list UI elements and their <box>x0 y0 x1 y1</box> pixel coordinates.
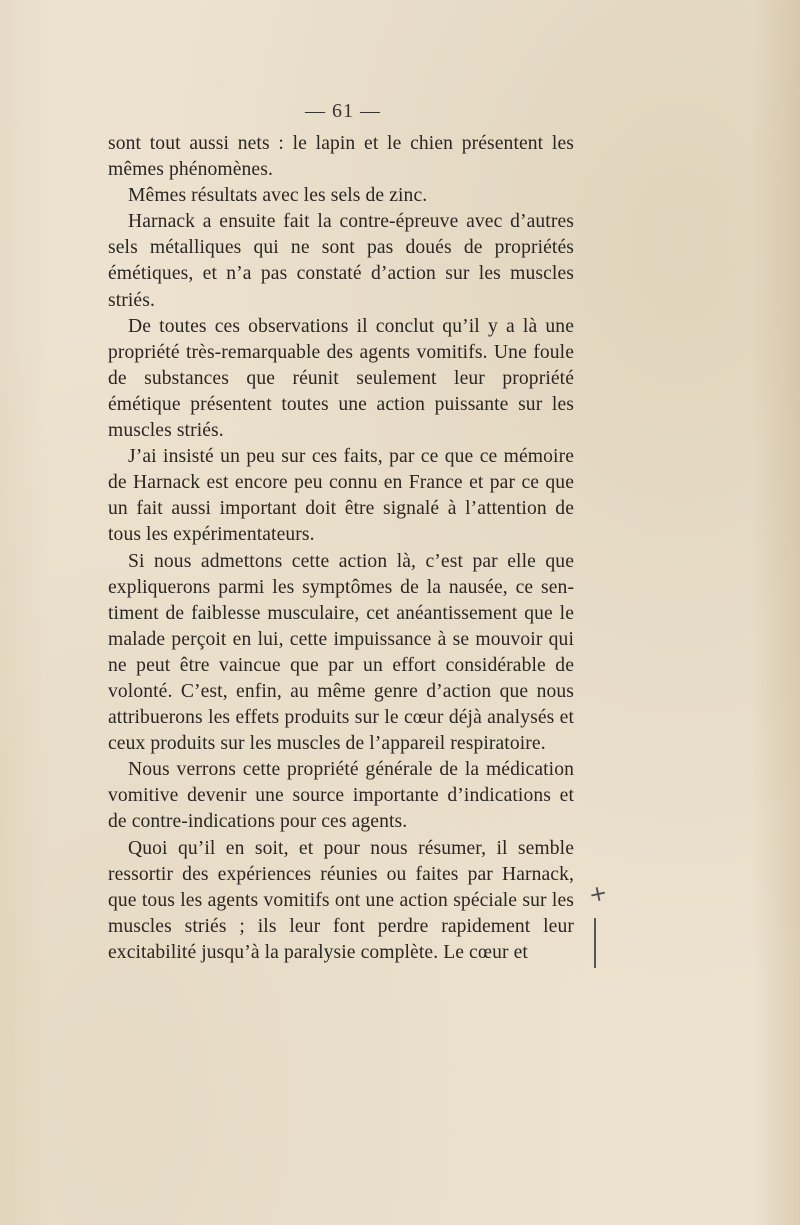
page-number: — 61 — <box>305 100 381 122</box>
margin-plus-mark: + <box>586 880 610 909</box>
paragraph-5: J’ai insisté un peu sur ces faits, par ce que ce mémoire de Harnack est encore peu connu en France et par ce que un fait aussi important doit être signalé à l’attention de tous les expérimentateurs. <box>108 446 574 546</box>
paragraph-3: Harnack a ensuite fait la contre-épreuve avec d’autres sels métalliques qui ne sont pas doués de propriétés émétiques, et n’a pas constaté d’action sur les muscles striés. <box>108 211 574 311</box>
paragraph-7: Nous verrons cette propriété générale de la médication vomitive devenir une source importante d’indications et de contre-indications pour ces agents. <box>108 759 574 833</box>
paragraph-8: Quoi qu’il en soit, et pour nous résumer, il semble ressortir des expériences réunies ou faites par Harnack, que tous les agents vomitifs ont une action spéciale sur les muscles striés ; ils leur font perdre rapidement leur excitabilité jusqu’à la paralysie complète. Le cœur et <box>108 837 574 963</box>
body-text <box>108 131 574 966</box>
margin-vertical-line <box>594 918 596 968</box>
paragraph-1: sont tout aussi nets : le lapin et le chien présentent les mêmes phénomènes. <box>108 133 574 181</box>
paragraph-2: Mêmes résultats avec les sels de zinc. <box>128 185 428 207</box>
handwritten-margin-mark <box>585 882 615 972</box>
paragraph-6: Si nous admettons cette action là, c’est par elle que expliquerons parmi les symptômes de la nausée, ce sentiment de faiblesse musculaire, cet anéantissement que le malade perçoit en lui, cette impuissance à se mouvoir qui ne peut être vaincue que par un effort considérable de volonté. C’est, enfin, au même genre d’action que nous attribuerons les effets produits sur le cœur déjà analysés et ceux produits sur les muscles de l’appareil respiratoire. <box>108 550 574 755</box>
paragraph-4: De toutes ces observations il conclut qu’il y a là une propriété très-remarquable des agents vomitifs. Une foule de substances que réunit seulement leur propriété émétique présentent toutes une action puissante sur les muscles striés. <box>108 315 574 442</box>
